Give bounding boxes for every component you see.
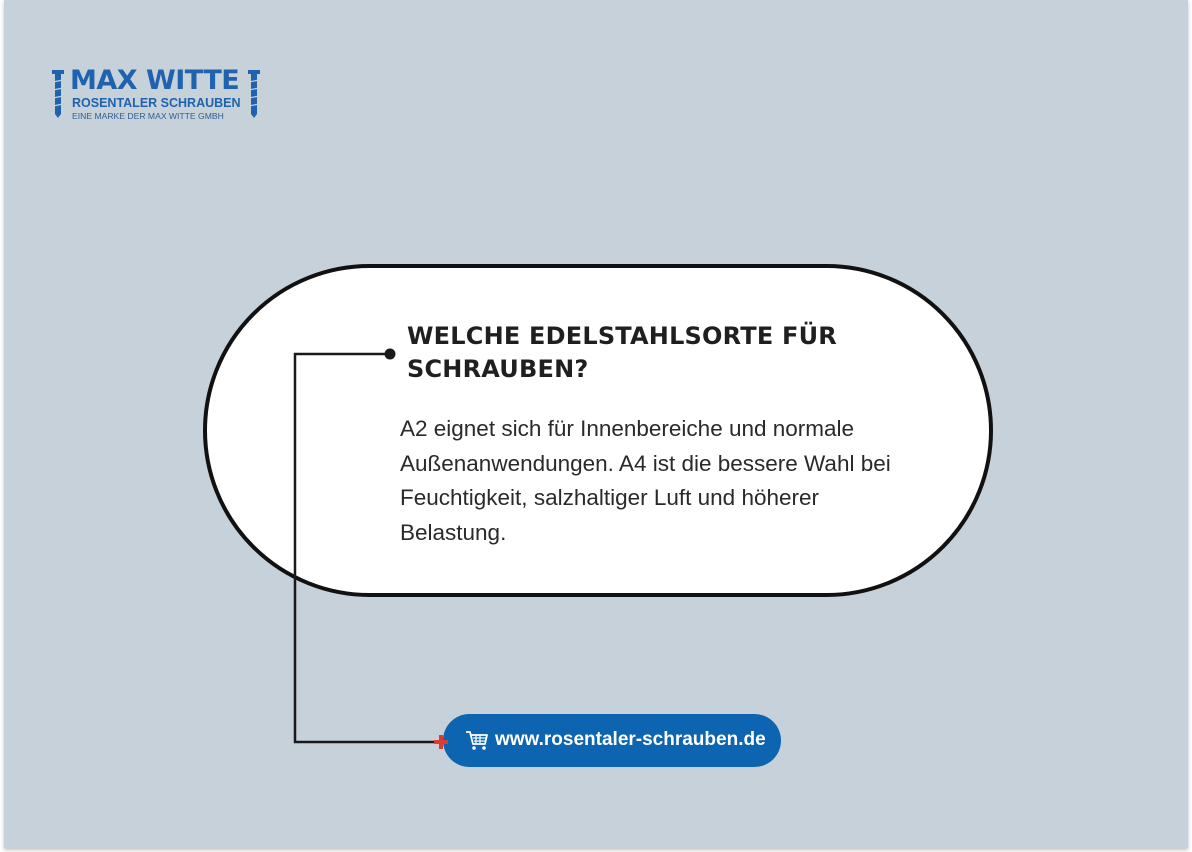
logo-tagline: EINE MARKE DER MAX WITTE GMBH bbox=[72, 111, 224, 121]
website-link-button[interactable] bbox=[443, 714, 781, 767]
connector-dot bbox=[385, 349, 396, 360]
shopping-cart-icon bbox=[465, 730, 489, 751]
faq-question: WELCHE EDELSTAHLSORTE FÜR SCHRAUBEN? bbox=[407, 322, 837, 383]
page-canvas bbox=[4, 0, 1188, 848]
logo-title: MAX WITTE bbox=[70, 65, 240, 96]
faq-answer: A2 eignet sich für Innenbereiche und normale Außenanwendungen. A4 ist die bessere Wahl bei Feuchtigkeit, salzhaltiger Luft und höherer Belastung. bbox=[400, 416, 891, 545]
plus-icon bbox=[433, 734, 449, 750]
website-url: www.rosentaler-schrauben.de bbox=[495, 729, 766, 750]
logo-subtitle: ROSENTALER SCHRAUBEN bbox=[72, 96, 241, 110]
